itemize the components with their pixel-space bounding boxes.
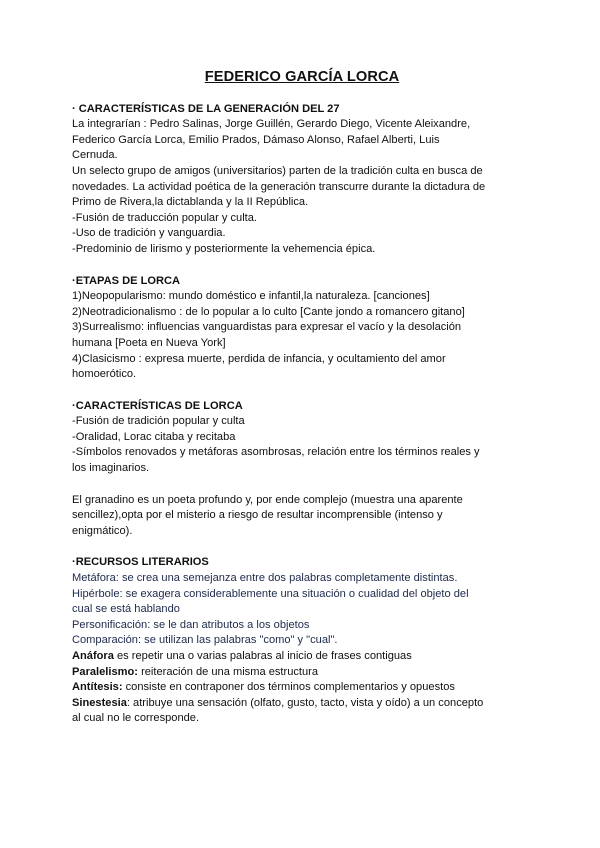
section-heading-recursos: ·RECURSOS LITERARIOS <box>72 556 209 569</box>
etapas-line: 2)Neotradicionalismo : de lo popular a lo culto [Cante jondo a romancero gitano] <box>72 305 465 318</box>
granadino-line: El granadino es un poeta profundo y, por ende complejo (muestra una aparente <box>72 493 463 506</box>
etapas-line: 3)Surrealismo: influencias vanguardistas para expresar el vacío y la desolación <box>72 321 462 334</box>
gen27-line: -Uso de tradición y vanguardia. <box>72 227 226 240</box>
spacer <box>72 258 532 274</box>
gen27-line: novedades. La actividad poética de la generación transcurre durante la dictadura de <box>72 180 486 193</box>
caracteristicas-line: -Símbolos renovados y metáforas asombrosas, relación entre los términos reales y <box>72 446 480 459</box>
section-heading-etapas: ·ETAPAS DE LORCA <box>72 274 181 287</box>
section-heading-caracteristicas: ·CARACTERÍSTICAS DE LORCA <box>72 399 243 412</box>
spacer <box>72 383 532 399</box>
granadino-line: enigmático). <box>72 524 133 537</box>
gen27-line: Un selecto grupo de amigos (universitarios) parten de la tradición culta en busca de <box>72 164 483 177</box>
section-heading-generacion-27: · CARACTERÍSTICAS DE LA GENERACIÓN DEL 27 <box>72 102 340 115</box>
recurso-comparacion: Comparación: se utilizan las palabras "como" y "cual". <box>72 634 338 647</box>
document-page <box>72 70 532 727</box>
page-title: FEDERICO GARCÍA LORCA <box>204 69 400 85</box>
recurso-metafora: Metáfora: se crea una semejanza entre dos palabras completamente distintas. <box>72 572 458 585</box>
recurso-sinestesia <box>72 696 532 712</box>
recurso-paralelismo <box>72 665 532 681</box>
recurso-anafora <box>72 649 532 665</box>
paralelismo-definition: reiteración de una misma estructura <box>137 665 319 678</box>
recurso-sinestesia-cont: al cual no le corresponde. <box>72 712 200 725</box>
caracteristicas-line: -Fusión de tradición popular y culta <box>72 415 245 428</box>
anafora-term: Anáfora <box>72 650 114 662</box>
anafora-definition: es repetir una o varias palabras al inicio de frases contiguas <box>113 650 412 662</box>
gen27-line: Primo de Rivera,la dictablanda y la II República. <box>72 196 309 209</box>
caracteristicas-line: los imaginarios. <box>72 462 150 475</box>
etapas-line: humana [Poeta en Nueva York] <box>72 336 226 349</box>
antitesis-definition: consiste en contraponer dos términos complementarios y opuestos <box>122 681 455 694</box>
spacer <box>72 539 532 555</box>
sinestesia-term: Sinestesia <box>72 696 127 709</box>
gen27-line: -Fusión de traducción popular y culta. <box>72 211 257 224</box>
caracteristicas-line: -Oralidad, Lorac citaba y recitaba <box>72 430 236 443</box>
recurso-hiperbole-cont: cual se está hablando <box>72 603 180 616</box>
antitesis-term: Antítesis: <box>72 681 123 694</box>
etapas-line: 4)Clasicismo : expresa muerte, perdida de infancia, y ocultamiento del amor <box>72 352 446 365</box>
etapas-line: homoerótico. <box>72 368 137 381</box>
gen27-line: Cernuda. <box>72 149 118 162</box>
sinestesia-definition: : atribuye una sensación (olfato, gusto, tacto, vista y oído) a un concepto <box>126 696 484 709</box>
recurso-personificacion: Personificación: se le dan atributos a los objetos <box>72 618 310 631</box>
spacer <box>72 477 532 493</box>
gen27-line: Federico García Lorca, Emilio Prados, Dámaso Alonso, Rafael Alberti, Luis <box>72 133 440 146</box>
gen27-line: -Predominio de lirismo y posteriormente la vehemencia épica. <box>72 242 376 255</box>
paralelismo-term: Paralelismo: <box>72 665 138 678</box>
granadino-line: sencillez),opta por el misterio a riesgo de resultar incomprensible (intenso y <box>72 509 443 522</box>
recurso-antitesis <box>72 680 532 696</box>
etapas-line: 1)Neopopularismo: mundo doméstico e infantil,la naturaleza. [canciones] <box>72 290 430 303</box>
recurso-hiperbole: Hipérbole: se exagera considerablemente una situación o cualidad del objeto del <box>72 587 469 600</box>
gen27-line: La integrarían : Pedro Salinas, Jorge Guillén, Gerardo Diego, Vicente Aleixandre, <box>72 118 471 131</box>
